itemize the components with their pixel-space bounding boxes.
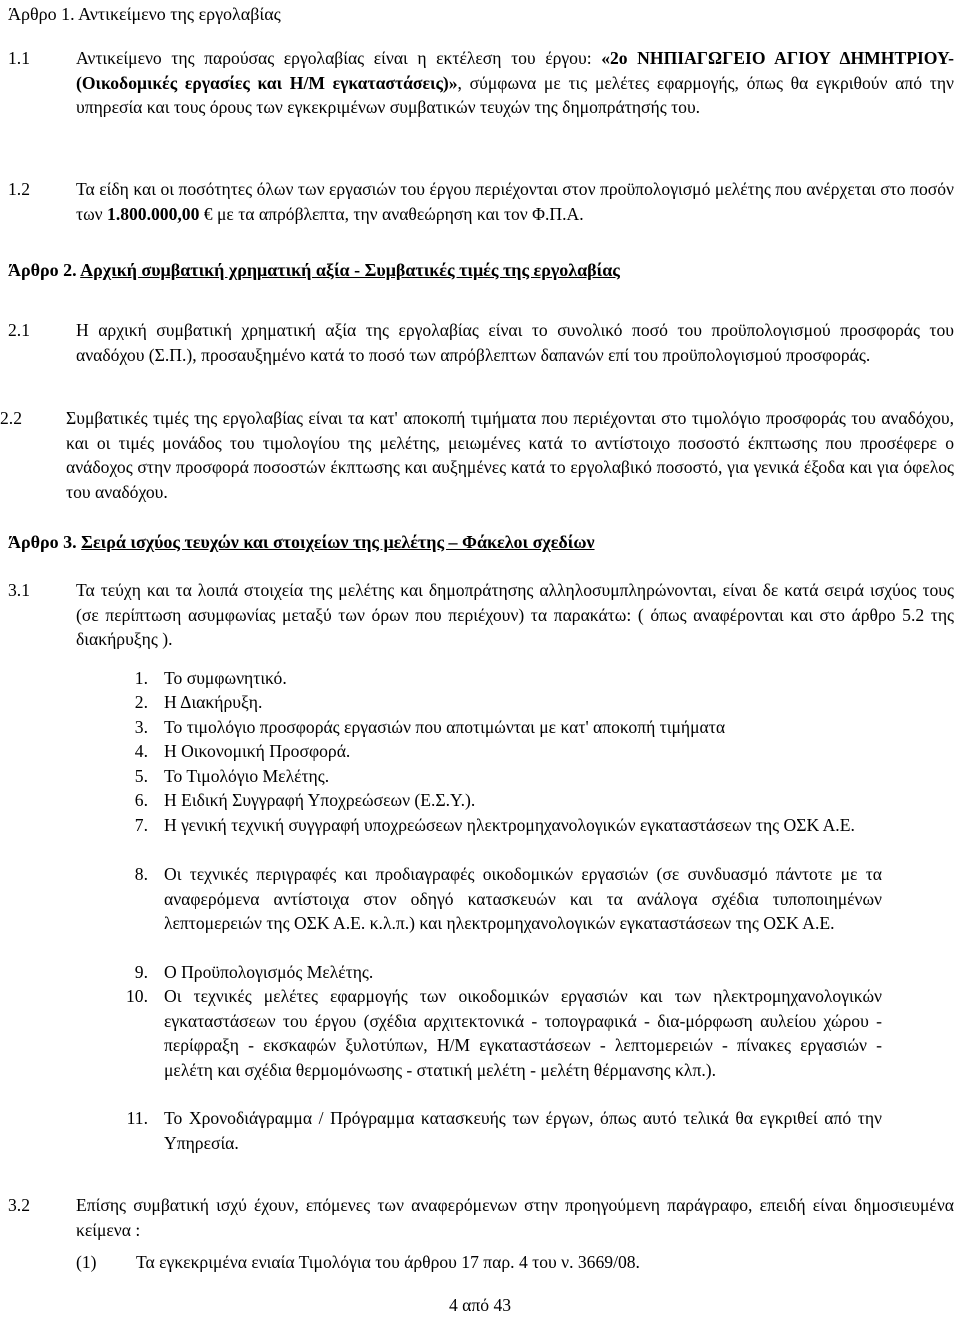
article-1-heading (8, 2, 908, 27)
page-number: 4 από 43 (448, 1295, 512, 1315)
list-item-text: Η Ειδική Συγγραφή Υποχρεώσεων (Ε.Σ.Υ.). (164, 790, 476, 810)
article-2-heading (8, 258, 948, 283)
article-2-label: Άρθρο 2. (8, 260, 81, 280)
list-item-text: Η Οικονομική Προσφορά. (164, 741, 351, 761)
paragraph-2-1-number: 2.1 (8, 320, 30, 340)
paragraph-1-1-intro: Αντικείμενο της παρούσας εργολαβίας είναι η εκτέλεση του έργου: (76, 48, 602, 68)
paragraph-3-1-number: 3.1 (8, 580, 30, 600)
list-item-number: 4. (134, 741, 148, 761)
article-3-heading (8, 530, 948, 555)
list-item-number: 7. (134, 815, 148, 835)
list-item-text: Το τιμολόγιο προσφοράς εργασιών που αποτιμώνται με κατ' αποκοπή τιμήματα (164, 717, 726, 737)
list-item-number: 5. (134, 766, 148, 786)
list-item-number: 8. (134, 864, 148, 884)
paragraph-3-2-number: 3.2 (8, 1195, 30, 1215)
article-3-title: Σειρά ισχύος τευχών και στοιχείων της μελέτης – Φάκελοι σχεδίων (81, 532, 595, 552)
article-2-title: Αρχική συμβατική χρηματική αξία - Συμβατικές τιμές της εργολαβίας (80, 260, 620, 280)
budget-amount: 1.800.000,00 (107, 203, 200, 224)
list-item-number: 10. (126, 986, 148, 1006)
paragraph-1-2-intro: Τα είδη και οι ποσότητες όλων των εργασιών του έργου περιέχονται στον προϋπολογισμό μελέτης που ανέρχεται στο ποσόν των (76, 179, 954, 224)
list-item-text: Οι τεχνικές περιγραφές και προδιαγραφές οικοδομικών εργασιών (σε συνδυασμό πάντοτε με τα αναφερόμενα αντίστοιχα στον οδηγό κατασκευών και τα ανάλογα σχέδια τυποποιημένων λεπτομερειών της ΟΣΚ Α.Ε. κ.λ.π.) και ηλεκτρομηχανολογικών εγκαταστάσεων της ΟΣΚ Α.Ε. (164, 864, 882, 933)
list-item-text: Η γενική τεχνική συγγραφή υποχρεώσεων ηλεκτρομηχανολογικών εγκαταστάσεων της ΟΣΚ Α.Ε. (164, 815, 855, 835)
list-item-number: 1. (134, 668, 148, 688)
article-3-label: Άρθρο 3. (8, 532, 82, 552)
list-item-text: Το Τιμολόγιο Μελέτης. (164, 766, 330, 786)
paragraph-1-1-rest: , σύμφωνα με τις μελέτες εφαρμογής, όπως θα εγκριθούν από την υπηρεσία και τους όρους των εγκεκριμένων συμβατικών τευχών της δημοπράτησής του. (76, 72, 954, 117)
paragraph-2-2-number: 2.2 (0, 408, 22, 428)
paragraph-2-2: Συμβατικές τιμές της εργολαβίας είναι τα κατ' αποκοπή τιμήματα που περιέχονται στο τιμολόγιο προσφοράς του αναδόχου, και οι τιμές μονάδος του τιμολογίου της μελέτης, μειωμένες κατά το αντίστοιχο ποσοστό έκπτωσης που προσέφερε ο ανάδοχος στην προσφορά ποσοστών έκπτωσης και αυξημένες κατά το εργολαβικό ποσοστό, για γενικά έξοδα και για όφελος του αναδόχου. (66, 408, 954, 502)
list-item-number: 11. (126, 1108, 148, 1128)
list-item-text: Το Χρονοδιάγραμμα / Πρόγραμμα κατασκευής των έργων, όπως αυτό τελικά θα εγκριθεί από την Υπηρεσία. (164, 1108, 882, 1153)
list-item-number: 9. (134, 962, 148, 982)
list-item-text: Οι τεχνικές μελέτες εφαρμογής των οικοδομικών εργασιών και των ηλεκτρομηχανολογικών εγκαταστάσεων του έργου (σχέδια αρχιτεκτονικά - τοπογραφικά - δια-μόρφωση αυλείου χώρου - περίφραξη - εκσκαφών ξυλοτύπων, Η/Μ εγκαταστάσεων - λεπτομερειών - πίνακες εργασιών - μελέτη και σχέδια θερμομόνωσης - στατική μελέτη - μελέτη θέρμανσης κλπ.). (164, 986, 882, 1080)
paragraph-1-2-rest: € με τα απρόβλεπτα, την αναθεώρηση και τον Φ.Π.Α. (199, 203, 584, 224)
paragraph-1-1-number: 1.1 (8, 48, 30, 68)
article-1-title: Άρθρο 1. Αντικείμενο της εργολαβίας (8, 4, 281, 24)
list-item-text: Το συμφωνητικό. (164, 668, 287, 688)
project-title: «2ο ΝΗΠΙΑΓΩΓΕΙΟ ΑΓΙΟΥ ΔΗΜΗΤΡΙΟΥ- (Οικοδομικές εργασίες και Η/Μ εγκαταστάσεις)» (76, 48, 954, 93)
paragraph-3-2: Επίσης συμβατική ισχύ έχουν, επόμενες των αναφερόμενων στην προηγούμενη παράγραφο, επειδή είναι δημοσιευμένα κείμενα : (76, 1195, 954, 1240)
list-item-text: Ο Προϋπολογισμός Μελέτης. (164, 962, 374, 982)
list-item-number: 6. (134, 790, 148, 810)
list-item-number: 2. (134, 692, 148, 712)
paragraph-3-1: Τα τεύχη και τα λοιπά στοιχεία της μελέτης και δημοπράτησης αλληλοσυμπληρώνονται, είναι δε κατά σειρά ισχύος τους (σε περίπτωση ασυμφωνίας μεταξύ των όρων που περιέχουν) τα παρακάτω: ( όπως αναφέρονται και στο άρθρο 5.2 της διακήρυξης ). (76, 580, 954, 649)
list-item-number: 3. (134, 717, 148, 737)
paragraph-1-2-number: 1.2 (8, 179, 30, 199)
paragraph-1-1 (76, 46, 954, 120)
list-item-text: Η Διακήρυξη. (164, 692, 263, 712)
paragraph-2-1: Η αρχική συμβατική χρηματική αξία της εργολαβίας είναι το συνολικό ποσό του προϋπολογισμού προσφοράς του αναδόχου (Σ.Π.), προσαυξημένο κατά το ποσό των απρόβλεπτων δαπανών επί του προϋπολογισμού προσφοράς. (76, 320, 954, 365)
paragraph-1-2 (76, 177, 954, 226)
subitem-text: Τα εγκεκριμένα ενιαία Τιμολόγια του άρθρου 17 παρ. 4 του ν. 3669/08. (136, 1252, 640, 1272)
subitem-number: (1) (76, 1252, 97, 1272)
